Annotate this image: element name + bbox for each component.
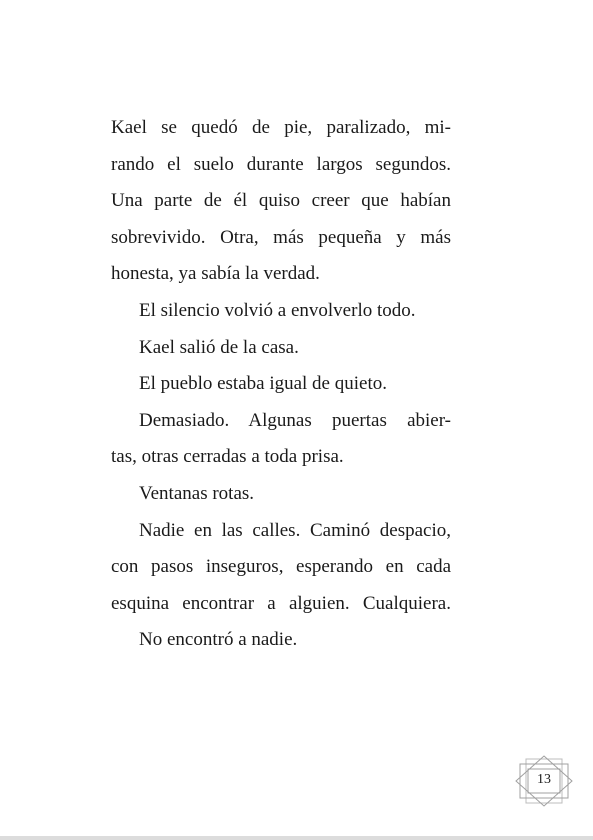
text-line: El silencio volvió a envolverlo todo. (139, 299, 416, 321)
page-number-ornament (514, 755, 574, 807)
text-line: con pasos inseguros, esperando en cada (111, 556, 451, 578)
text-line: rando el suelo durante largos segundos. (111, 153, 451, 175)
text-line: No encontró a nadie. (139, 629, 298, 651)
page-edge-divider (0, 836, 593, 840)
text-line: El pueblo estaba igual de quieto. (139, 373, 387, 395)
page-number: 13 (537, 772, 551, 787)
text-line: esquina encontrar a alguien. Cualquiera. (111, 592, 451, 614)
text-line: Nadie en las calles. Caminó despacio, (139, 519, 451, 541)
text-line: Kael se quedó de pie, paralizado, mi- (111, 117, 451, 138)
text-line: Demasiado. Algunas puertas abier- (139, 409, 451, 431)
text-line: sobrevivido. Otra, más pequeña y más (111, 226, 451, 248)
text-line: Una parte de él quiso creer que habían (111, 190, 451, 212)
text-line: honesta, ya sabía la verdad. (111, 263, 320, 285)
text-line: Ventanas rotas. (139, 482, 255, 504)
text-line: Kael salió de la casa. (139, 336, 299, 358)
body-text (111, 110, 451, 659)
text-line: tas, otras cerradas a toda prisa. (111, 446, 344, 468)
